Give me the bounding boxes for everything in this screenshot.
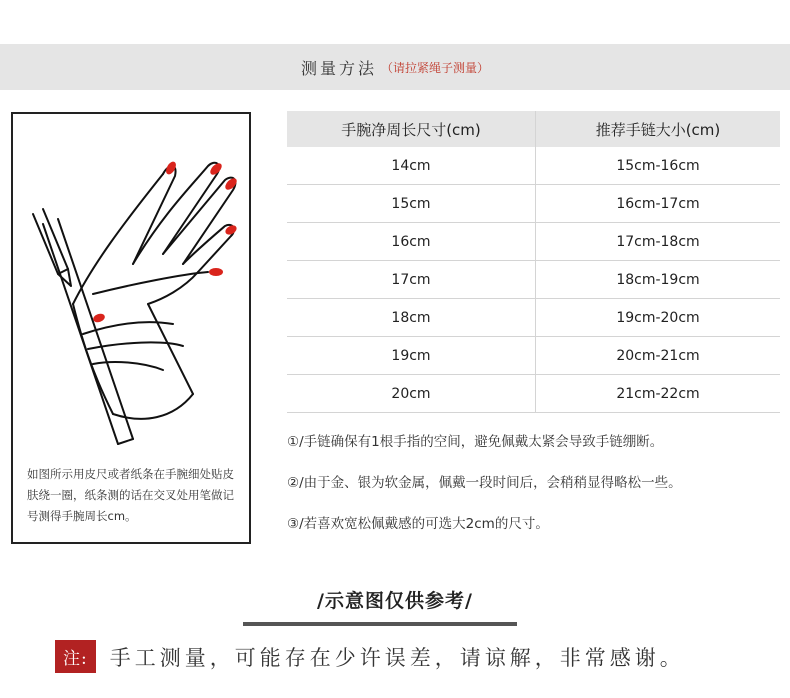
size-table bbox=[287, 111, 780, 413]
hand-measuring-illustration bbox=[13, 114, 249, 454]
table-row bbox=[287, 147, 780, 185]
header-wrist-size: 手腕净周长尺寸(cm) bbox=[287, 111, 536, 147]
wrist-size-cell: 17cm bbox=[287, 261, 536, 299]
footer-text: 手工测量，可能存在少许误差，请谅解，非常感谢。 bbox=[109, 645, 685, 670]
reference-notice bbox=[0, 586, 790, 613]
footer-notice bbox=[55, 640, 685, 673]
table-row bbox=[287, 299, 780, 337]
banner-title: 测量方法 bbox=[300, 58, 377, 78]
illustration-caption: 如图所示用皮尺或者纸条在手腕细处贴皮肤绕一圈，纸条测的话在交叉处用笔做记号测得手腕周长cm。 bbox=[27, 467, 234, 523]
wrist-size-cell: 18cm bbox=[287, 299, 536, 337]
banner-subtitle: （请拉紧绳子测量） bbox=[381, 60, 490, 75]
recommended-size-cell: 20cm-21cm bbox=[536, 337, 781, 375]
recommended-size-cell: 18cm-19cm bbox=[536, 261, 781, 299]
table-row bbox=[287, 223, 780, 261]
table-row bbox=[287, 261, 780, 299]
recommended-size-cell: 15cm-16cm bbox=[536, 147, 781, 185]
recommended-size-cell: 21cm-22cm bbox=[536, 375, 781, 413]
measurement-banner bbox=[0, 44, 790, 90]
wrist-size-cell: 14cm bbox=[287, 147, 536, 185]
table-row bbox=[287, 375, 780, 413]
wrist-size-cell: 20cm bbox=[287, 375, 536, 413]
reference-underline bbox=[243, 622, 517, 626]
notes-list bbox=[287, 432, 782, 555]
note-tag: 注: bbox=[55, 640, 96, 673]
table-header-row bbox=[287, 111, 780, 147]
recommended-size-cell: 17cm-18cm bbox=[536, 223, 781, 261]
header-recommended-size: 推荐手链大小(cm) bbox=[536, 111, 781, 147]
wrist-size-cell: 15cm bbox=[287, 185, 536, 223]
note-item: ②/由于金、银为软金属，佩戴一段时间后，会稍稍显得略松一些。 bbox=[287, 475, 682, 491]
recommended-size-cell: 19cm-20cm bbox=[536, 299, 781, 337]
table-row bbox=[287, 337, 780, 375]
reference-text: /示意图仅供参考/ bbox=[317, 590, 473, 612]
wrist-size-cell: 16cm bbox=[287, 223, 536, 261]
measurement-illustration bbox=[11, 112, 251, 544]
recommended-size-cell: 16cm-17cm bbox=[536, 185, 781, 223]
wrist-size-cell: 19cm bbox=[287, 337, 536, 375]
table-row bbox=[287, 185, 780, 223]
note-item: ③/若喜欢宽松佩戴感的可选大2cm的尺寸。 bbox=[287, 516, 549, 532]
nail-marks bbox=[92, 160, 239, 324]
note-item: ①/手链确保有1根手指的空间，避免佩戴太紧会导致手链绷断。 bbox=[287, 434, 664, 450]
